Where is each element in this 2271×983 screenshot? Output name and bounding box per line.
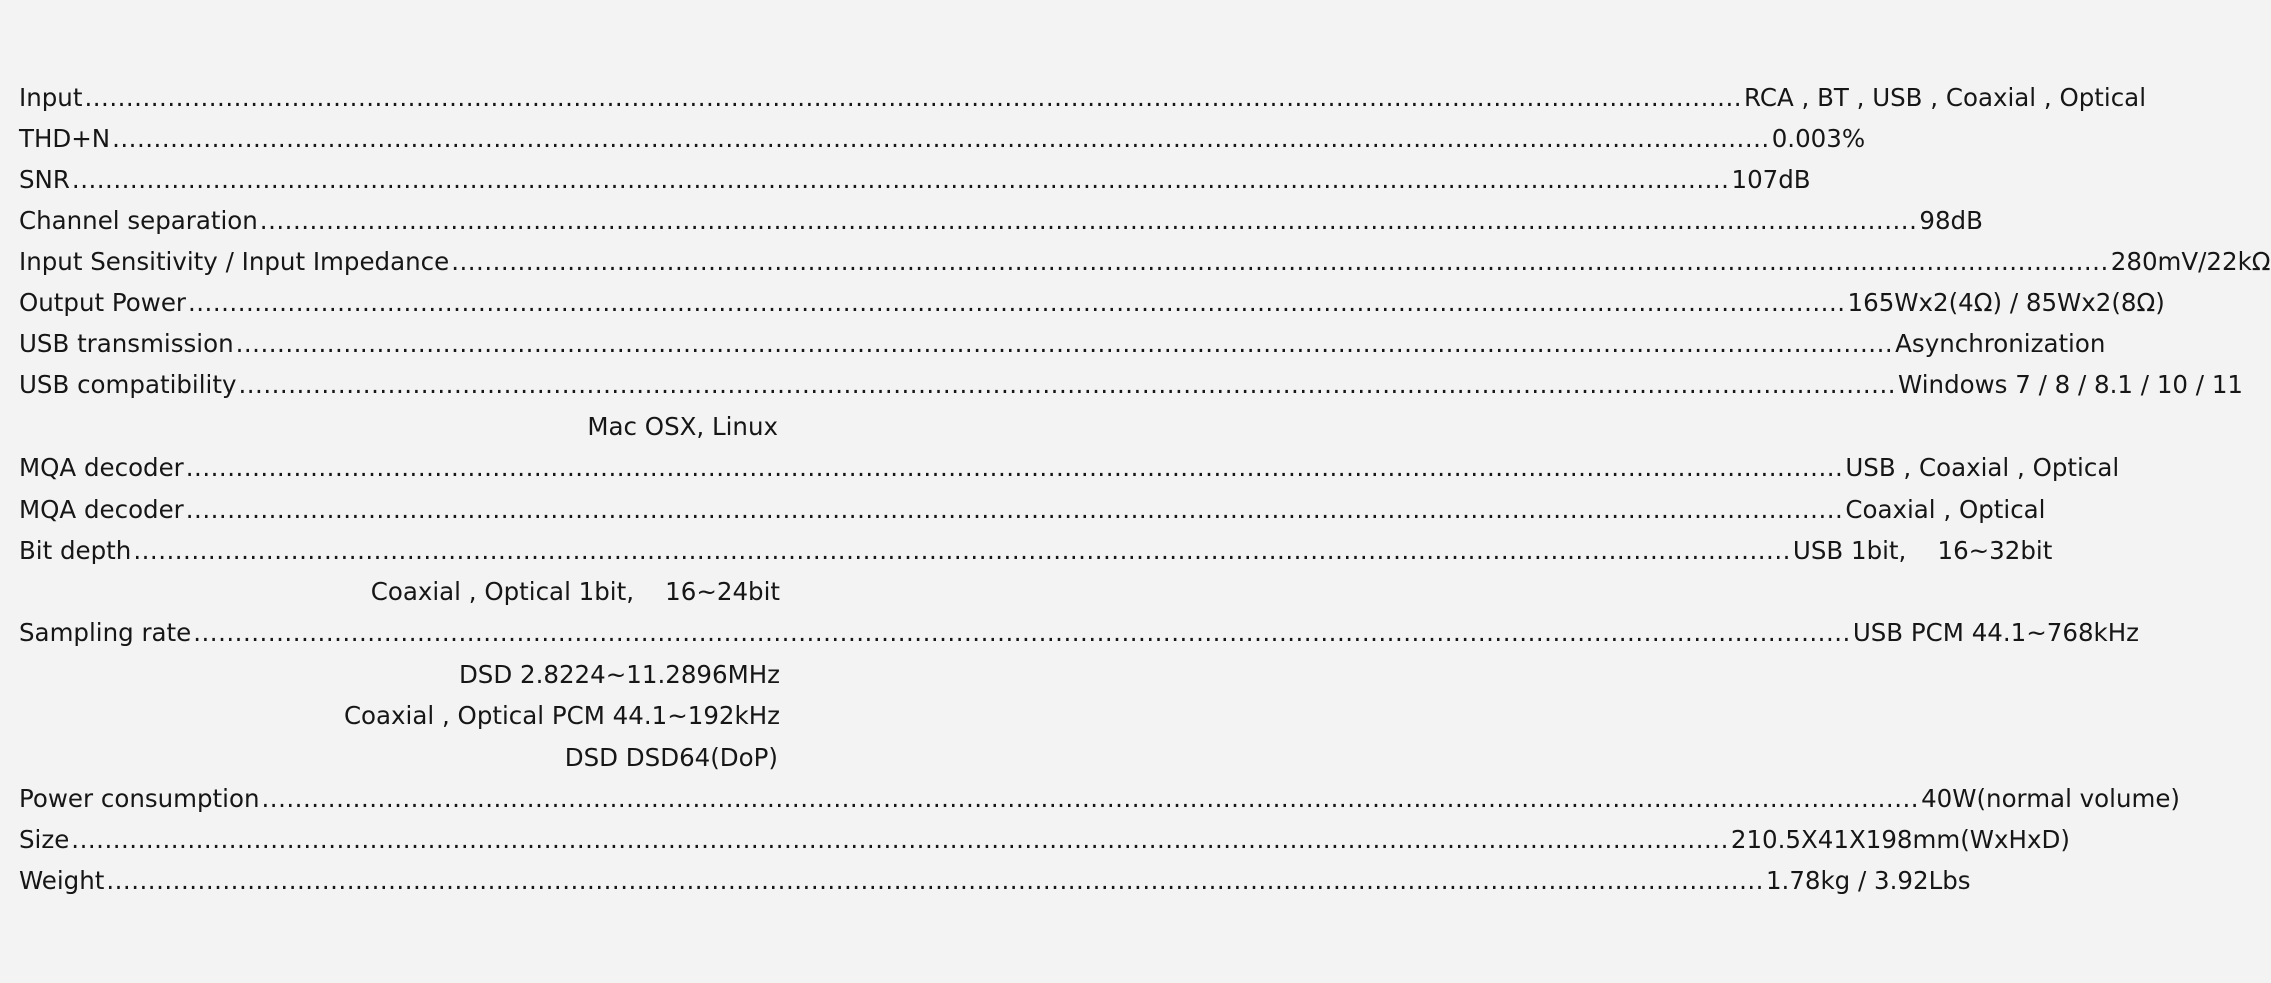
spec-value: 1.78kg / 3.92Lbs <box>1765 866 1971 895</box>
spec-label: SNR <box>19 165 70 194</box>
spec-label: THD+N <box>19 124 111 153</box>
spec-row-sampling-rate <box>19 612 2140 653</box>
spec-value: 280mV/22kΩ <box>2110 247 2271 276</box>
spec-value: Asynchronization <box>1895 329 2106 358</box>
leader-dots: ........................................................................................................................................................................................................ <box>235 329 1894 358</box>
leader-dots: ........................................................................................................................................................................................................ <box>106 866 1764 895</box>
spec-row-output-power <box>19 282 2165 323</box>
spec-row-usb-compatibility <box>19 364 2244 405</box>
spec-label: USB compatibility <box>19 370 237 399</box>
leader-dots: ........................................................................................................................................................................................................ <box>84 83 1743 112</box>
spec-label: MQA decoder <box>19 453 184 482</box>
spec-value: RCA , BT , USB , Coaxial , Optical <box>1744 83 2146 112</box>
leader-dots: ........................................................................................................................................................................................................ <box>238 370 1897 399</box>
spec-label: MQA decoder <box>19 495 184 524</box>
spec-label: Size <box>19 825 70 854</box>
spec-label: Input <box>19 83 83 112</box>
leader-dots: ........................................................................................................................................................................................................ <box>71 165 1730 194</box>
spec-row-size <box>19 819 2070 860</box>
spec-label: Power consumption <box>19 784 260 813</box>
spec-value: 40W(normal volume) <box>1921 784 2180 813</box>
spec-value-continuation: Coaxial , Optical PCM 44.1~192kHz <box>343 701 780 730</box>
spec-value: 107dB <box>1731 165 1811 194</box>
spec-value-continuation: DSD DSD64(DoP) <box>564 743 778 772</box>
leader-dots: ........................................................................................................................................................................................................ <box>451 247 2109 276</box>
spec-row-snr <box>19 159 1811 200</box>
spec-row-input-sensitivity <box>19 241 2271 282</box>
leader-dots: ........................................................................................................................................................................................................ <box>261 784 1920 813</box>
leader-dots: ........................................................................................................................................................................................................ <box>187 288 1846 317</box>
spec-row-mqa-decoder-2 <box>19 489 2046 530</box>
spec-row-weight <box>19 860 1971 901</box>
spec-value-continuation: Coaxial , Optical 1bit, 16~24bit <box>370 577 780 606</box>
spec-row-channel-separation <box>19 200 1983 241</box>
spec-label: USB transmission <box>19 329 234 358</box>
spec-value: 165Wx2(4Ω) / 85Wx2(8Ω) <box>1847 288 2165 317</box>
leader-dots: ........................................................................................................................................................................................................ <box>185 495 1844 524</box>
spec-row-bit-depth <box>19 530 2053 571</box>
spec-value: Windows 7 / 8 / 8.1 / 10 / 11 <box>1898 370 2244 399</box>
spec-row-thd <box>19 118 1866 159</box>
spec-value: USB , Coaxial , Optical <box>1845 453 2120 482</box>
spec-row-power-consumption <box>19 778 2180 819</box>
leader-dots: ........................................................................................................................................................................................................ <box>112 124 1770 153</box>
spec-row-usb-transmission <box>19 323 2106 364</box>
spec-label: Output Power <box>19 288 186 317</box>
leader-dots: ........................................................................................................................................................................................................ <box>71 825 1729 854</box>
spec-value: 0.003% <box>1771 124 1866 153</box>
spec-label: Bit depth <box>19 536 132 565</box>
spec-label: Sampling rate <box>19 618 192 647</box>
spec-value: USB PCM 44.1~768kHz <box>1852 618 2140 647</box>
spec-value: 98dB <box>1919 206 1983 235</box>
spec-label: Input Sensitivity / Input Impedance <box>19 247 450 276</box>
spec-value-continuation: Mac OSX, Linux <box>587 412 778 441</box>
spec-label: Channel separation <box>19 206 258 235</box>
spec-row-input <box>19 77 2146 118</box>
leader-dots: ........................................................................................................................................................................................................ <box>133 536 1791 565</box>
leader-dots: ........................................................................................................................................................................................................ <box>193 618 1851 647</box>
leader-dots: ........................................................................................................................................................................................................ <box>259 206 1918 235</box>
spec-value-continuation: DSD 2.8224~11.2896MHz <box>458 660 780 689</box>
spec-row-mqa-decoder <box>19 447 2120 488</box>
spec-value: USB 1bit, 16~32bit <box>1792 536 2053 565</box>
leader-dots: ........................................................................................................................................................................................................ <box>185 453 1844 482</box>
spec-value: 210.5X41X198mm(WxHxD) <box>1730 825 2070 854</box>
spec-value: Coaxial , Optical <box>1845 495 2046 524</box>
spec-label: Weight <box>19 866 105 895</box>
